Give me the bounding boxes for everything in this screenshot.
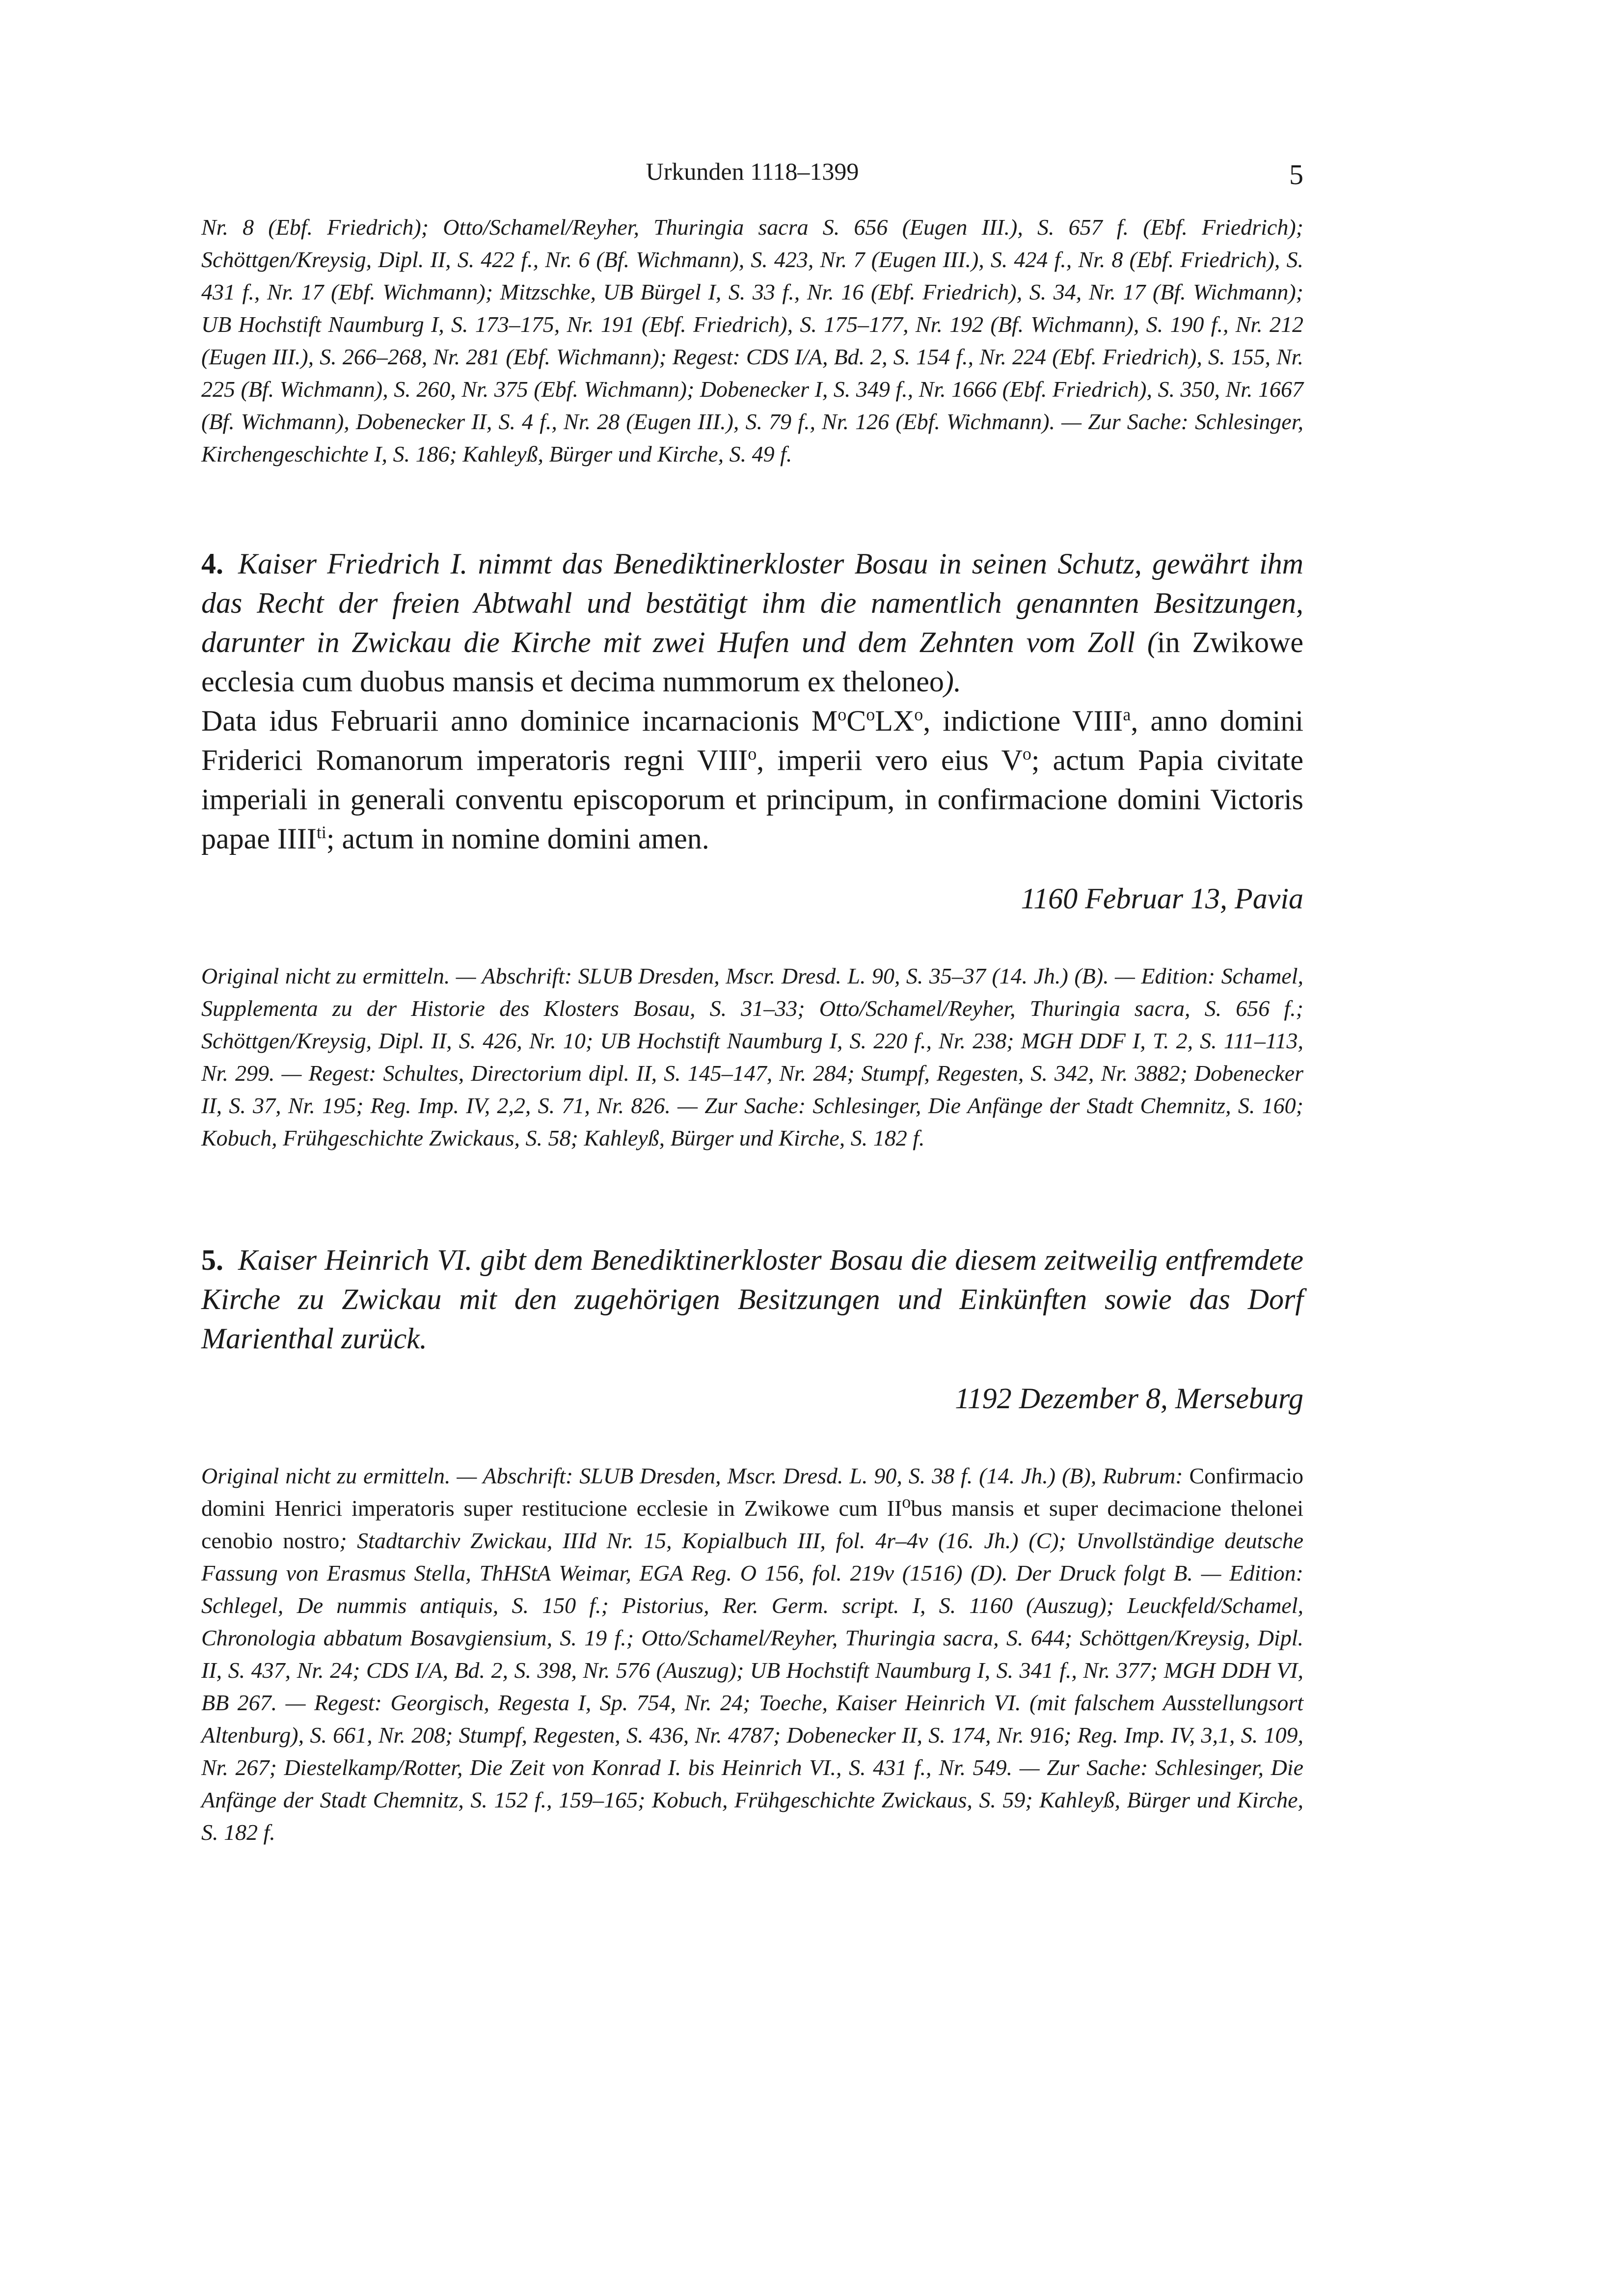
entry-4 bbox=[201, 544, 1303, 1154]
dating-text: C bbox=[846, 705, 866, 737]
running-head: Urkunden 1118–1399 bbox=[646, 158, 859, 185]
page-header bbox=[201, 147, 1303, 211]
entry-5-notes bbox=[201, 1460, 1303, 1849]
rubrum-text: Confirmacio domini Henrici imperatoris super restitucione ecclesie in Zwikowe cum II bbox=[201, 1463, 1303, 1521]
notes-top: Nr. 8 (Ebf. Friedrich); Otto/Schamel/Reyher, Thuringia sacra S. 656 (Eugen III.), S. 657 f. (Ebf. Friedrich); Schöttgen/Kreysig, Dipl. II, S. 422 f., Nr. 6 (Bf. Wichmann), S. 423, Nr. 7 (Eugen III.), S. 424 f., Nr. 8 (Ebf. Friedrich), S. 431 f., Nr. 17 (Ebf. Wichmann); Mitzschke, UB Bürgel I, S. 33 f., Nr. 16 (Ebf. Friedrich), S. 34, Nr. 17 (Bf. Wichmann); UB Hochstift Naumburg I, S. 173–175, Nr. 191 (Ebf. Friedrich), S. 175–177, Nr. 192 (Bf. Wichmann), S. 190 f., Nr. 212 (Eugen III.), S. 266–268, Nr. 281 (Ebf. Wichmann); Regest: CDS I/A, Bd. 2, S. 154 f., Nr. 224 (Ebf. Friedrich), S. 155, Nr. 225 (Bf. Wichmann), S. 260, Nr. 375 (Ebf. Wichmann); Dobenecker I, S. 349 f., Nr. 1666 (Ebf. Friedrich), S. 350, Nr. 1667 (Bf. Wichmann), Dobenecker II, S. 4 f., Nr. 28 (Eugen III.), S. 79 f., Nr. 126 (Ebf. Wichmann). — Zur Sache: Schlesinger, Kirchengeschichte I, S. 186; Kahleyß, Bürger und Kirche, S. 49 f. bbox=[201, 215, 1303, 466]
dating-text: , imperii vero eius V bbox=[757, 744, 1023, 776]
entry-4-summary bbox=[201, 544, 1303, 701]
entry-4-summary-end: ). bbox=[944, 665, 961, 698]
document-page bbox=[201, 147, 1303, 1849]
entry-5 bbox=[201, 1240, 1303, 1849]
entry-5-summary bbox=[201, 1240, 1303, 1358]
page-number: 5 bbox=[1289, 159, 1303, 191]
entry-4-dating-clause bbox=[201, 701, 1303, 858]
entry-5-dateline: 1192 Dezember 8, Merseburg bbox=[955, 1382, 1303, 1415]
entry-5-number: 5. bbox=[201, 1244, 223, 1276]
superscript: o bbox=[914, 705, 923, 724]
notes-text: ; Stadtarchiv Zwickau, IIId Nr. 15, Kopialbuch III, fol. 4r–4v (16. Jh.) (C); Unvollständige deutsche Fassung von Erasmus Stella, ThHStA Weimar, EGA Reg. O 156, fol. 219v (1516) (D). Der Druck folgt B. — Edition: Schlegel, De nummis antiquis, S. 150 f.; Pistorius, Rer. Germ. script. I, S. 1160 (Auszug); Leuckfeld/Schamel, Chronologia abbatum Bosavgiensium, S. 19 f.; Otto/Schamel/Reyher, Thuringia sacra, S. 644; Schöttgen/Kreysig, Dipl. II, S. 437, Nr. 24; CDS I/A, Bd. 2, S. 398, Nr. 576 (Auszug); UB Hochstift Naumburg I, S. 341 f., Nr. 377; MGH DDH VI, BB 267. — Regest: Georgisch, Regesta I, Sp. 754, Nr. 24; Toeche, Kaiser Heinrich VI. (mit falschem Ausstellungsort Altenburg), S. 661, Nr. 208; Stumpf, Regesten, S. 436, Nr. 4787; Dobenecker II, S. 174, Nr. 916; Reg. Imp. IV, 3,1, S. 109, Nr. 267; Diestelkamp/Rotter, Die Zeit von Konrad I. bis Heinrich VI., S. 431 f., Nr. 549. — Zur Sache: Schlesinger, Die Anfänge der Stadt Chemnitz, S. 152 f., 159–165; Kobuch, Frühgeschichte Zwickaus, S. 59; Kahleyß, Bürger und Kirche, S. 182 f. bbox=[201, 1528, 1303, 1845]
superscript: o bbox=[1022, 744, 1031, 764]
superscript: a bbox=[1123, 705, 1131, 724]
superscript: o bbox=[902, 1492, 911, 1512]
superscript: ti bbox=[316, 822, 326, 842]
superscript: o bbox=[838, 705, 847, 724]
dating-text: , indictione VIII bbox=[923, 705, 1123, 737]
entry-5-summary-text: Kaiser Heinrich VI. gibt dem Benediktinerkloster Bosau die diesem zeitweilig entfremdete Kirche zu Zwickau mit den zugehörigen Besitzungen und Einkünften sowie das Dorf Marienthal zurück. bbox=[201, 1244, 1303, 1355]
dating-text: ; actum Papia civitate imperiali in generali conventu episcoporum et principum, in confirmacione domini Victoris papae IIII bbox=[201, 744, 1303, 855]
superscript: o bbox=[748, 744, 757, 764]
entry-4-number: 4. bbox=[201, 547, 223, 580]
entry-4-latin-quote: in Zwikowe ecclesia cum duobus mansis et decima nummorum ex theloneo bbox=[201, 626, 1304, 698]
dating-text: , anno domini Friderici Romanorum imperatoris regni VIII bbox=[201, 705, 1303, 776]
rubrum-text: bus mansis et super decimacione thelonei cenobio nostro bbox=[201, 1496, 1303, 1553]
notes-text: Original nicht zu ermitteln. — Abschrift: SLUB Dresden, Mscr. Dresd. L. 90, S. 38 f. (14. Jh.) (B), Rubrum: bbox=[201, 1463, 1190, 1488]
entry-4-dateline: 1160 Februar 13, Pavia bbox=[1021, 882, 1303, 915]
entry-4-notes: Original nicht zu ermitteln. — Abschrift: SLUB Dresden, Mscr. Dresd. L. 90, S. 35–37 (14. Jh.) (B). — Edition: Schamel, Supplementa zu der Historie des Klosters Bosau, S. 31–33; Otto/Schamel/Reyher, Thuringia sacra, S. 656 f.; Schöttgen/Kreysig, Dipl. II, S. 426, Nr. 10; UB Hochstift Naumburg I, S. 220 f., Nr. 238; MGH DDF I, T. 2, S. 111–113, Nr. 299. — Regest: Schultes, Directorium dipl. II, S. 145–147, Nr. 284; Stumpf, Regesten, S. 342, Nr. 3882; Dobenecker II, S. 37, Nr. 195; Reg. Imp. IV, 2,2, S. 71, Nr. 826. — Zur Sache: Schlesinger, Die Anfänge der Stadt Chemnitz, S. 160; Kobuch, Frühgeschichte Zwickaus, S. 58; Kahleyß, Bürger und Kirche, S. 182 f. bbox=[201, 963, 1303, 1150]
dating-text: Data idus Februarii anno dominice incarnacionis M bbox=[201, 705, 838, 737]
superscript: o bbox=[866, 705, 875, 724]
dating-text: LX bbox=[875, 705, 915, 737]
entry-4-summary-text: Kaiser Friedrich I. nimmt das Benediktinerkloster Bosau in seinen Schutz, gewährt ihm das Recht der freien Abtwahl und bestätigt ihm die namentlich genannten Besitzungen, darunter in Zwickau die Kirche mit zwei Hufen und dem Zehnten vom Zoll ( bbox=[201, 547, 1303, 658]
dating-text: ; actum in nomine domini amen. bbox=[326, 822, 709, 855]
